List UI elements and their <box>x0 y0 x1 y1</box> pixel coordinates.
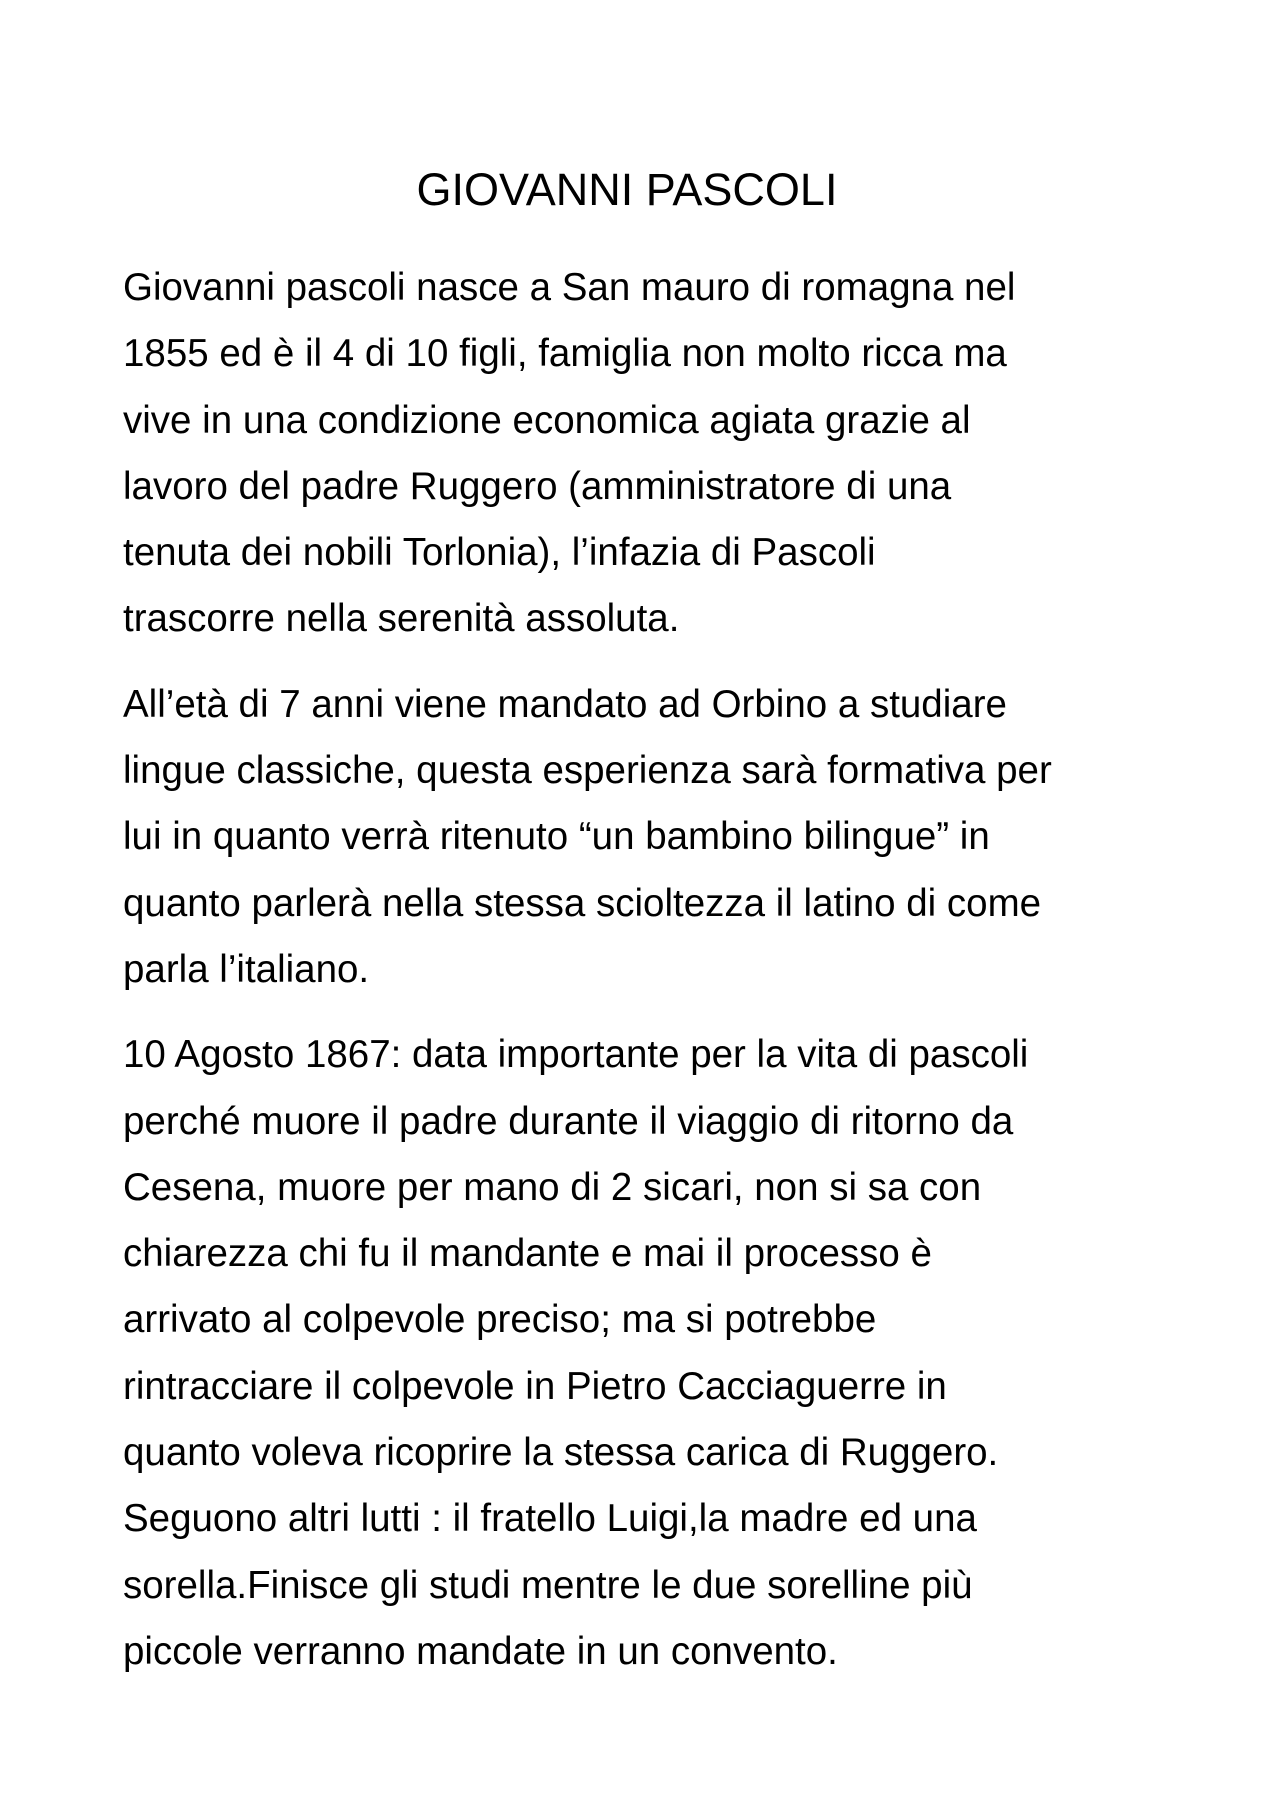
text-line: 1855 ed è il 4 di 10 figli, famiglia non molto ricca ma <box>123 332 1007 376</box>
text-line: vive in una condizione economica agiata grazie al <box>123 398 971 442</box>
text-line: arrivato al colpevole preciso; ma si potrebbe <box>123 1298 877 1342</box>
text-line: lavoro del padre Ruggero (amministratore di una <box>123 464 952 508</box>
paragraph-education <box>123 672 1173 1003</box>
text-line: tenuta dei nobili Torlonia), l’infazia di Pascoli <box>123 531 876 575</box>
text-line: piccole verranno mandate in un convento. <box>123 1629 838 1673</box>
text-line: perché muore il padre durante il viaggio di ritorno da <box>123 1099 1014 1143</box>
text-line: lui in quanto verrà ritenuto “un bambino bilingue” in <box>123 815 990 859</box>
text-line: quanto parlerà nella stessa scioltezza il latino di come <box>123 881 1042 925</box>
document-title: GIOVANNI PASCOLI <box>416 164 838 215</box>
text-line: Giovanni pascoli nasce a San mauro di romagna nel <box>123 266 1016 309</box>
text-line: lingue classiche, questa esperienza sarà formativa per <box>123 749 1052 793</box>
text-line: trascorre nella serenità assoluta. <box>123 597 680 641</box>
paragraph-childhood <box>123 255 1173 653</box>
text-line: 10 Agosto 1867: data importante per la vita di pascoli <box>123 1033 1029 1077</box>
text-line: Cesena, muore per mano di 2 sicari, non si sa con <box>123 1165 982 1209</box>
paragraph-father-death <box>123 1022 1173 1685</box>
text-line: rintracciare il colpevole in Pietro Cacciaguerre in <box>123 1364 947 1408</box>
text-line: parla l’italiano. <box>123 947 370 991</box>
text-line: sorella.Finisce gli studi mentre le due sorelline più <box>123 1563 973 1607</box>
text-line: quanto voleva ricoprire la stessa carica di Ruggero. <box>123 1431 999 1475</box>
text-line: chiarezza chi fu il mandante e mai il processo è <box>123 1232 932 1276</box>
document-body <box>123 255 1173 1704</box>
text-line: All’età di 7 anni viene mandato ad Orbino a studiare <box>123 682 1007 726</box>
text-line: Seguono altri lutti : il fratello Luigi,la madre ed una <box>123 1497 977 1541</box>
